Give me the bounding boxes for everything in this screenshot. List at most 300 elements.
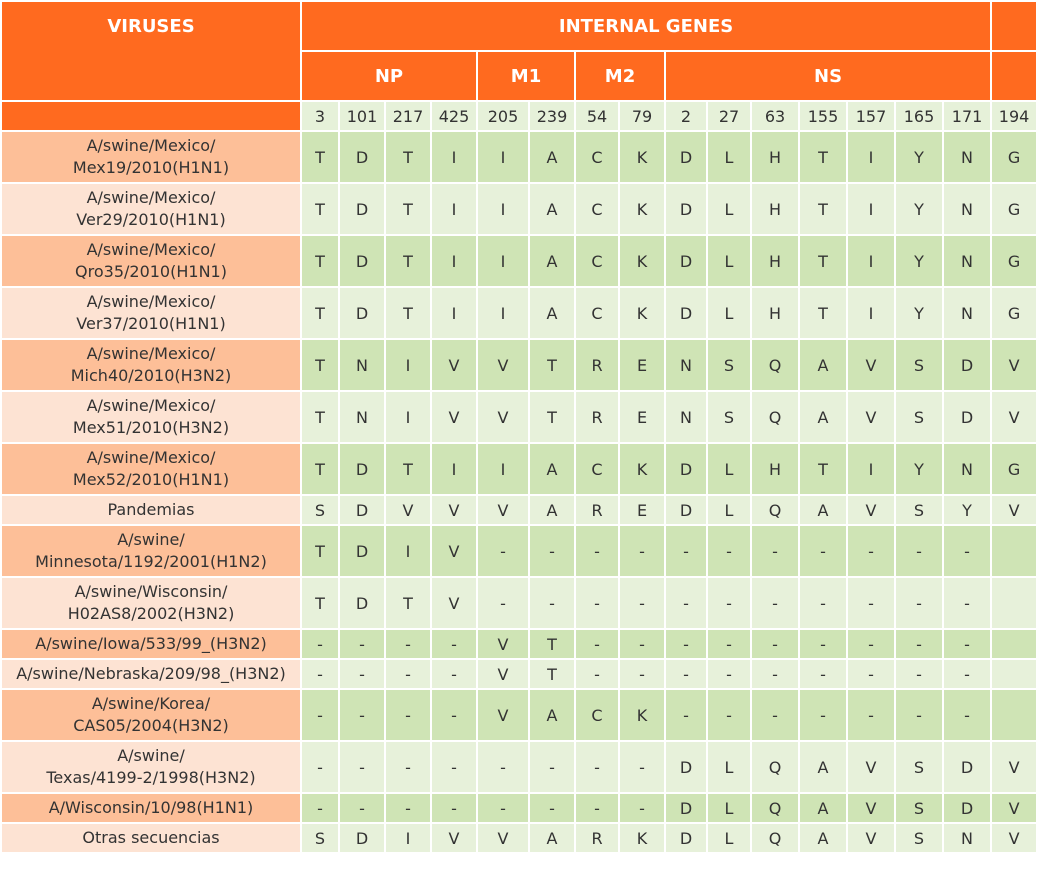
residue-cell: T (301, 131, 339, 183)
residue-cell: C (575, 235, 619, 287)
residue-cell: V (991, 495, 1037, 525)
residue-cell: K (619, 131, 665, 183)
residue-cell: I (847, 183, 895, 235)
residue-cell: A (529, 287, 575, 339)
residue-cell: L (707, 287, 751, 339)
residue-cell: D (339, 235, 385, 287)
position-label: 101 (339, 101, 385, 131)
residue-cell: I (477, 443, 529, 495)
viruses-header: VIRUSES (1, 1, 301, 101)
residue-cell: K (619, 689, 665, 741)
residue-cell: - (847, 629, 895, 659)
table-body (1, 131, 1037, 853)
residue-cell: T (301, 183, 339, 235)
residue-cell: S (707, 339, 751, 391)
residue-cell: V (385, 495, 431, 525)
residue-cell: - (619, 741, 665, 793)
virus-name-line: Ver37/2010(H1N1) (76, 314, 226, 333)
virus-name (1, 525, 301, 577)
residue-cell: - (847, 577, 895, 629)
residue-cell: - (301, 629, 339, 659)
residue-cell: A (529, 689, 575, 741)
virus-name-line: A/swine/Nebraska/209/98_(H3N2) (16, 664, 286, 683)
residue-cell: T (385, 577, 431, 629)
position-label: 239 (529, 101, 575, 131)
residue-cell (991, 525, 1037, 577)
residue-cell: - (799, 659, 847, 689)
residue-cell: A (529, 495, 575, 525)
residue-cell: V (431, 577, 477, 629)
residue-cell: - (707, 629, 751, 659)
residue-cell: I (477, 235, 529, 287)
residue-cell: V (477, 689, 529, 741)
residue-cell: N (943, 287, 991, 339)
residue-cell: H (751, 131, 799, 183)
residue-cell: - (799, 629, 847, 659)
residue-cell: D (943, 339, 991, 391)
residue-cell: T (799, 183, 847, 235)
residue-cell: I (385, 823, 431, 853)
residue-cell: L (707, 235, 751, 287)
position-label: 205 (477, 101, 529, 131)
table-row (1, 287, 1037, 339)
residue-cell: T (799, 131, 847, 183)
virus-name-line: CAS05/2004(H3N2) (73, 716, 229, 735)
residue-cell: - (529, 741, 575, 793)
position-label: 3 (301, 101, 339, 131)
residue-cell: A (529, 443, 575, 495)
residue-cell: - (895, 659, 943, 689)
gene-header-np: NP (301, 51, 477, 101)
virus-name-line: A/Wisconsin/10/98(H1N1) (48, 798, 254, 817)
residue-cell: - (751, 525, 799, 577)
residue-cell: - (385, 689, 431, 741)
residue-cell: - (339, 689, 385, 741)
residue-cell: V (847, 823, 895, 853)
residue-cell: - (431, 793, 477, 823)
residue-cell: - (895, 577, 943, 629)
residue-cell: - (799, 689, 847, 741)
residue-cell: V (477, 391, 529, 443)
virus-name (1, 689, 301, 741)
position-label: 165 (895, 101, 943, 131)
residue-cell: I (385, 339, 431, 391)
residue-cell: - (895, 525, 943, 577)
residue-cell (991, 659, 1037, 689)
residue-cell: - (575, 525, 619, 577)
residue-cell: G (991, 235, 1037, 287)
virus-name (1, 235, 301, 287)
residue-cell: T (529, 629, 575, 659)
table-row (1, 495, 1037, 525)
residue-cell: T (385, 443, 431, 495)
residue-cell: K (619, 235, 665, 287)
residue-cell: S (301, 823, 339, 853)
virus-name-line: A/swine/Mexico/ (86, 188, 216, 207)
residue-cell: - (575, 741, 619, 793)
residue-cell: - (799, 577, 847, 629)
virus-name-line: A/swine/Mexico/ (86, 344, 216, 363)
residue-cell: Q (751, 339, 799, 391)
residue-cell: D (943, 391, 991, 443)
virus-name (1, 629, 301, 659)
residue-cell: - (431, 741, 477, 793)
virus-name-line: A/swine/Mexico/ (86, 240, 216, 259)
virus-name (1, 443, 301, 495)
residue-cell: - (619, 629, 665, 659)
residue-cell: T (529, 339, 575, 391)
residue-cell: - (707, 525, 751, 577)
virus-name (1, 577, 301, 629)
residue-cell: Q (751, 391, 799, 443)
blank-header (991, 1, 1037, 51)
residue-cell: Y (895, 131, 943, 183)
residue-cell: L (707, 823, 751, 853)
residue-cell: - (477, 741, 529, 793)
residue-cell: E (619, 495, 665, 525)
residue-cell: I (431, 287, 477, 339)
table-row (1, 823, 1037, 853)
virus-name (1, 823, 301, 853)
residue-cell: - (619, 577, 665, 629)
gene-header-blank (991, 51, 1037, 101)
residue-cell: - (619, 525, 665, 577)
residue-cell: K (619, 287, 665, 339)
residue-cell: V (847, 339, 895, 391)
residue-cell: D (665, 235, 707, 287)
virus-name-line: Otras secuencias (82, 828, 220, 847)
residue-cell: - (707, 689, 751, 741)
residue-cell: V (431, 391, 477, 443)
residue-cell: T (529, 659, 575, 689)
virus-name-line: Mich40/2010(H3N2) (70, 366, 232, 385)
residue-cell: S (301, 495, 339, 525)
residue-cell: C (575, 443, 619, 495)
residue-cell: A (529, 235, 575, 287)
residue-cell: H (751, 235, 799, 287)
residue-cell: R (575, 823, 619, 853)
virus-name (1, 131, 301, 183)
residue-cell: Y (943, 495, 991, 525)
residue-cell: V (477, 495, 529, 525)
residue-cell: R (575, 391, 619, 443)
residue-cell: - (477, 793, 529, 823)
residue-cell: - (339, 629, 385, 659)
residue-cell: - (529, 525, 575, 577)
virus-name-line: A/swine/Wisconsin/ (74, 582, 228, 601)
residue-cell: - (707, 659, 751, 689)
virus-name-line: Mex19/2010(H1N1) (72, 158, 230, 177)
residue-cell: D (665, 793, 707, 823)
residue-cell: L (707, 443, 751, 495)
residue-cell: - (943, 577, 991, 629)
residue-cell: T (301, 235, 339, 287)
position-label: 27 (707, 101, 751, 131)
residue-cell: L (707, 741, 751, 793)
residue-cell: D (339, 823, 385, 853)
virus-name-line: A/swine/Iowa/533/99_(H3N2) (35, 634, 267, 653)
residue-cell: D (665, 823, 707, 853)
residue-cell: - (339, 793, 385, 823)
residue-cell: T (301, 525, 339, 577)
residue-cell: D (943, 741, 991, 793)
internal-genes-header: INTERNAL GENES (301, 1, 991, 51)
table-row (1, 339, 1037, 391)
residue-cell: V (991, 391, 1037, 443)
virus-name-line: A/swine/Mexico/ (86, 292, 216, 311)
residue-cell: V (847, 391, 895, 443)
residue-cell: - (431, 659, 477, 689)
position-label: 63 (751, 101, 799, 131)
virus-name-line: Texas/4199-2/1998(H3N2) (46, 768, 256, 787)
residue-cell (991, 629, 1037, 659)
residue-cell: - (943, 525, 991, 577)
residue-cell: D (339, 131, 385, 183)
residue-cell: N (339, 339, 385, 391)
table-row (1, 741, 1037, 793)
residue-cell: Y (895, 235, 943, 287)
residue-cell: G (991, 183, 1037, 235)
residue-cell: K (619, 443, 665, 495)
residue-cell: - (575, 793, 619, 823)
table-row (1, 525, 1037, 577)
residue-cell: D (339, 443, 385, 495)
residue-cell: - (529, 793, 575, 823)
table-header (1, 1, 1037, 131)
residue-cell: - (431, 689, 477, 741)
residue-cell: - (665, 659, 707, 689)
residue-cell: I (847, 235, 895, 287)
virus-name-line: Mex52/2010(H1N1) (72, 470, 230, 489)
residue-cell: S (895, 823, 943, 853)
residue-cell: N (943, 823, 991, 853)
residue-cell: D (339, 495, 385, 525)
residue-cell: E (619, 339, 665, 391)
residue-cell: A (529, 823, 575, 853)
position-label: 157 (847, 101, 895, 131)
residue-cell: V (991, 741, 1037, 793)
positions-row (1, 101, 1037, 131)
residue-cell: T (799, 235, 847, 287)
residue-cell: - (385, 741, 431, 793)
residue-cell: L (707, 183, 751, 235)
residue-cell: A (799, 823, 847, 853)
residue-cell: E (619, 391, 665, 443)
virus-name-line: A/swine/Mexico/ (86, 448, 216, 467)
residue-cell: T (301, 577, 339, 629)
residue-cell: T (385, 235, 431, 287)
residue-cell: A (799, 793, 847, 823)
residue-cell: Q (751, 793, 799, 823)
table-row (1, 659, 1037, 689)
residue-cell: A (529, 131, 575, 183)
residue-cell: V (847, 495, 895, 525)
residue-cell: K (619, 183, 665, 235)
residue-cell: V (847, 741, 895, 793)
residue-cell: T (301, 339, 339, 391)
residue-cell: D (665, 287, 707, 339)
position-label: 79 (619, 101, 665, 131)
residue-cell: Y (895, 287, 943, 339)
residue-cell: T (301, 391, 339, 443)
residue-cell: L (707, 495, 751, 525)
residue-cell: V (431, 525, 477, 577)
table-row (1, 629, 1037, 659)
residue-cell: I (477, 131, 529, 183)
virus-name-line: Mex51/2010(H3N2) (72, 418, 230, 437)
residue-cell: H (751, 183, 799, 235)
residue-cell: - (665, 577, 707, 629)
position-label: 54 (575, 101, 619, 131)
residue-cell: Y (895, 183, 943, 235)
residue-cell: A (799, 391, 847, 443)
virus-name (1, 741, 301, 793)
virus-name (1, 391, 301, 443)
residue-cell: S (895, 391, 943, 443)
position-label: 425 (431, 101, 477, 131)
positions-corner (1, 101, 301, 131)
virus-name (1, 495, 301, 525)
residue-cell: - (301, 659, 339, 689)
residue-cell (991, 689, 1037, 741)
residue-cell: - (799, 525, 847, 577)
residue-cell: - (707, 577, 751, 629)
residue-cell: D (665, 741, 707, 793)
virus-name-line: Qro35/2010(H1N1) (75, 262, 227, 281)
residue-cell: - (339, 659, 385, 689)
table-row (1, 443, 1037, 495)
residue-cell: G (991, 287, 1037, 339)
position-label: 2 (665, 101, 707, 131)
residue-cell: A (799, 495, 847, 525)
residue-cell: S (895, 339, 943, 391)
residue-cell: - (301, 741, 339, 793)
residue-cell: - (575, 659, 619, 689)
residue-cell: V (477, 339, 529, 391)
residue-cell: - (431, 629, 477, 659)
table-row (1, 793, 1037, 823)
residue-cell: T (799, 443, 847, 495)
residue-cell: G (991, 131, 1037, 183)
virus-name (1, 287, 301, 339)
residue-cell: N (339, 391, 385, 443)
residue-cell: I (385, 525, 431, 577)
residue-cell: Q (751, 823, 799, 853)
residue-cell: D (339, 183, 385, 235)
residue-cell: I (847, 131, 895, 183)
residue-cell: V (847, 793, 895, 823)
residue-cell: C (575, 131, 619, 183)
residue-cell: V (431, 823, 477, 853)
residue-cell: N (943, 443, 991, 495)
residue-cell: N (943, 235, 991, 287)
residue-cell: - (385, 629, 431, 659)
residue-cell: V (431, 495, 477, 525)
table-row (1, 689, 1037, 741)
residue-cell: T (385, 131, 431, 183)
residue-cell: D (339, 525, 385, 577)
virus-name-line: A/swine/Mexico/ (86, 396, 216, 415)
residue-cell: I (847, 287, 895, 339)
residue-cell: - (529, 577, 575, 629)
virus-name (1, 183, 301, 235)
residue-cell: I (477, 183, 529, 235)
residue-cell: A (529, 183, 575, 235)
table-row (1, 391, 1037, 443)
residue-cell: Q (751, 495, 799, 525)
position-label: 194 (991, 101, 1037, 131)
residue-cell: - (619, 793, 665, 823)
residue-cell: - (339, 741, 385, 793)
residue-cell: T (385, 287, 431, 339)
residue-cell: - (847, 659, 895, 689)
residue-cell: S (895, 741, 943, 793)
residue-cell: - (943, 629, 991, 659)
residue-cell: D (665, 443, 707, 495)
residue-cell: D (339, 287, 385, 339)
residue-cell: A (799, 339, 847, 391)
residue-cell: V (991, 823, 1037, 853)
virus-name-line: A/swine/Korea/ (91, 694, 211, 713)
virus-name-line: Minnesota/1192/2001(H1N2) (35, 552, 267, 571)
residue-cell: - (665, 629, 707, 659)
virus-name-line: Ver29/2010(H1N1) (76, 210, 226, 229)
residue-cell: Q (751, 741, 799, 793)
residue-cell: V (477, 629, 529, 659)
residue-cell: I (431, 443, 477, 495)
gene-header-m2: M2 (575, 51, 665, 101)
residue-cell: Y (895, 443, 943, 495)
residue-cell: - (385, 659, 431, 689)
residue-cell: - (895, 629, 943, 659)
residue-cell: N (665, 339, 707, 391)
residue-cell: K (619, 823, 665, 853)
residue-cell: V (477, 823, 529, 853)
gene-header-ns: NS (665, 51, 991, 101)
residue-cell: I (431, 235, 477, 287)
residue-cell: - (477, 577, 529, 629)
residue-cell: I (477, 287, 529, 339)
virus-name (1, 339, 301, 391)
residue-cell: D (943, 793, 991, 823)
residue-cell: C (575, 287, 619, 339)
position-label: 171 (943, 101, 991, 131)
residue-cell: - (847, 689, 895, 741)
residue-cell: - (665, 689, 707, 741)
residue-cell: - (895, 689, 943, 741)
residue-cell: - (575, 577, 619, 629)
residue-cell: - (575, 629, 619, 659)
residue-cell: - (847, 525, 895, 577)
residue-cell: T (529, 391, 575, 443)
residue-cell: - (301, 689, 339, 741)
residue-cell: - (751, 629, 799, 659)
residue-cell: N (665, 391, 707, 443)
residue-cell: C (575, 689, 619, 741)
residue-cell: I (431, 131, 477, 183)
virus-name-line: A/swine/ (117, 746, 185, 765)
position-label: 155 (799, 101, 847, 131)
residue-cell: L (707, 793, 751, 823)
residue-cell: - (751, 689, 799, 741)
residue-cell: T (301, 443, 339, 495)
residue-cell: C (575, 183, 619, 235)
residue-cell: A (799, 741, 847, 793)
residue-cell: I (385, 391, 431, 443)
residue-cell: S (707, 391, 751, 443)
virus-name-line: Pandemias (107, 500, 195, 519)
residue-cell: - (751, 659, 799, 689)
